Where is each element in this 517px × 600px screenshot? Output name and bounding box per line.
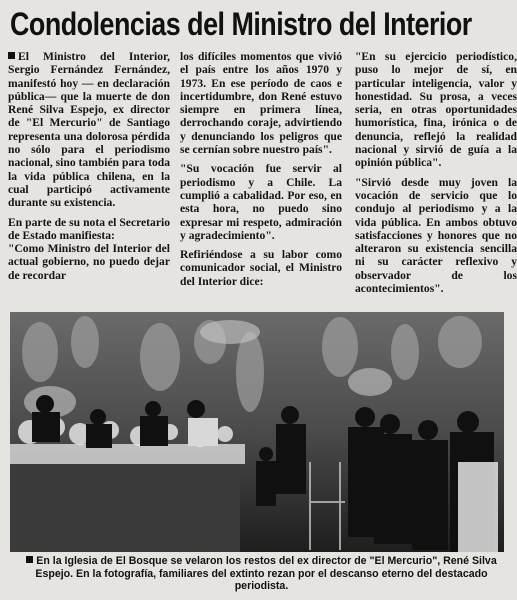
article-column-3 <box>355 50 517 295</box>
paragraph: Refiriéndose a su labor como comunicador social, el Ministro del Interior dice: <box>180 248 342 288</box>
bullet-square-icon <box>8 52 15 59</box>
headline: Condolencias del Ministro del Interior <box>10 6 472 42</box>
paragraph: "Como Ministro del Interior del actual gobierno, no puedo dejar de recordar <box>8 242 170 282</box>
news-photo <box>10 312 504 552</box>
paragraph: "En su ejercicio periodístico, puso lo mejor de sí, en particular inteligencia, valor y honestidad. Su prosa, a veces seria, en otras oportunidades humorística, fina, irónica o de denuncia, reflejó la realidad nacional y sirvió de guía a la opinión pública". <box>355 50 517 170</box>
caption-text: En la Iglesia de El Bosque se velaron los restos del ex director de "El Mercurio", René Silva Espejo. En la fotografía, familiares del extinto rezan por el descanso eterno del destacado periodista. <box>35 555 497 592</box>
article-column-1 <box>8 50 170 282</box>
article-column-2 <box>180 50 342 288</box>
paragraph: los difíciles momentos que vivió el país entre los años 1970 y 1973. En ese período de caos e incertidumbre, don René estuvo siempre en primera línea, derrochando coraje, advirtiendo y denunciando los peligros que se cernían sobre nuestro país". <box>180 50 342 157</box>
photo-caption <box>14 555 509 593</box>
funeral-scene-image <box>10 312 504 552</box>
bullet-square-icon <box>26 556 33 563</box>
paragraph: En parte de su nota el Secretario de Estado manifiesta: <box>8 215 170 242</box>
paragraph: "Su vocación fue servir al periodismo y a Chile. La cumplió a cabalidad. Por eso, en esta hora, no puedo sino expresar mi respeto, admiración y agradecimiento". <box>180 162 342 242</box>
paragraph: "Sirvió desde muy joven la vocación de servicio que lo condujo al periodismo y a la vida pública. En ambos obtuvo satisfacciones y honores que no alteraron su existencia sencilla ni su carácter reflexivo y observador de los acontecimientos". <box>355 175 517 296</box>
lead-paragraph-text: El Ministro del Interior, Sergio Fernández Fernández, manifestó hoy — en declaración pública— que la muerte de don René Silva Espejo, ex director de "El Mercurio" de Santiago representa una dolorosa pérdida no sólo para el periodismo nacional, sino también para toda la vida pública chilena, en la cual participó activamente durante su existencia. <box>8 50 171 210</box>
paragraph <box>8 50 170 210</box>
